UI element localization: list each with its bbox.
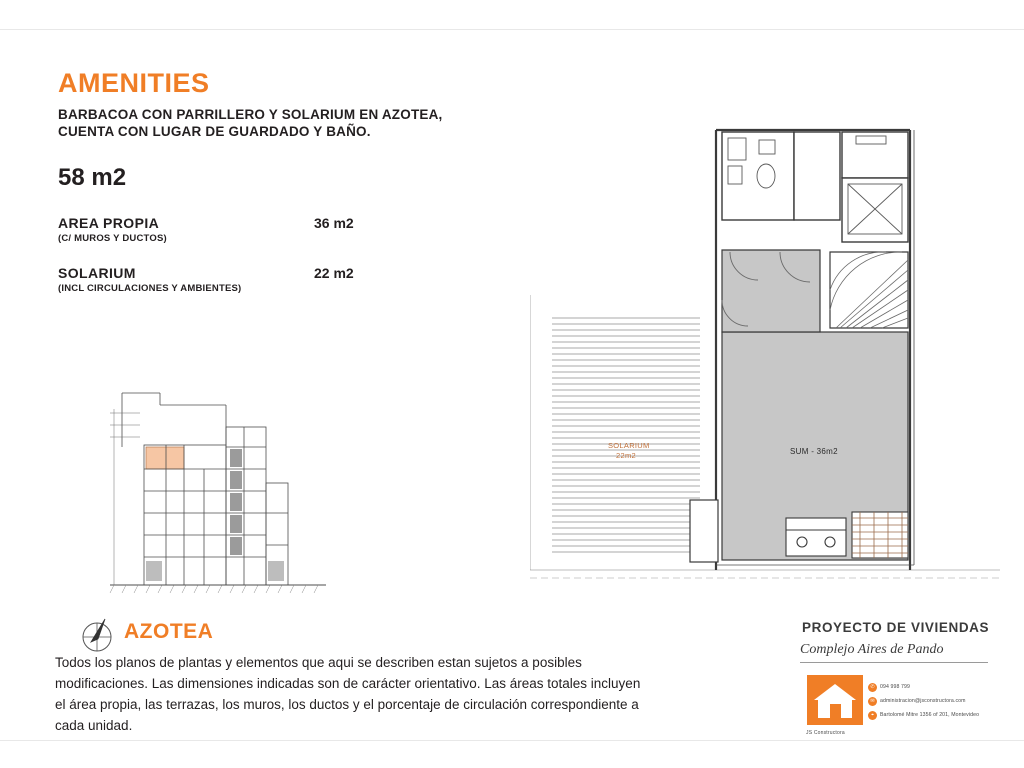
plan-sheet bbox=[0, 29, 1024, 741]
plan-solarium-label: SOLARIUM bbox=[608, 441, 650, 450]
phone-icon: ✆ bbox=[868, 683, 877, 692]
project-title: PROYECTO DE VIVIENDAS bbox=[802, 620, 990, 635]
page-subtitle-line-1: BARBACOA CON PARRILLERO Y SOLARIUM EN AZOTEA, bbox=[58, 107, 443, 122]
page-subtitle bbox=[58, 106, 528, 140]
project-name: Complejo Aires de Pando bbox=[800, 642, 944, 657]
north-arrow-icon bbox=[78, 615, 118, 657]
top-margin bbox=[0, 0, 1024, 29]
floor-marker-label: AZOTEA bbox=[124, 620, 214, 643]
disclaimer-text: Todos los planos de plantas y elementos que aqui se describen estan sujetos a posibles modificaciones. Las dimensiones indicadas son de carácter orientativo. Las áreas totales incluyen el área propia, las terrazas, los muros, los ductos y el porcentaje de circulación correspondiente a cada unidad. bbox=[55, 655, 641, 733]
area-row-value-1: 22 m2 bbox=[314, 265, 354, 281]
plan-solarium-area: 22m2 bbox=[616, 451, 636, 460]
contact-email: administracion@jsconstructora.com bbox=[880, 698, 966, 704]
logo-caption: JS Constructora bbox=[806, 730, 845, 736]
contact-phone: 094 998 799 bbox=[880, 684, 910, 690]
building-elevation-drawing bbox=[108, 385, 328, 600]
footer-divider bbox=[800, 662, 988, 663]
page-subtitle-line-2: CUENTA CON LUGAR DE GUARDADO Y BAÑO. bbox=[58, 124, 371, 139]
area-row-note-0: (C/ MUROS Y DUCTOS) bbox=[58, 233, 167, 244]
area-row-label-1: SOLARIUM bbox=[58, 265, 136, 281]
mail-icon: ✉ bbox=[868, 697, 877, 706]
area-row-value-0: 36 m2 bbox=[314, 215, 354, 231]
page-title: AMENITIES bbox=[58, 68, 210, 98]
contact-address: Bartolomé Mitre 1356 of 201, Montevideo bbox=[880, 712, 980, 718]
pin-icon: ⌖ bbox=[868, 711, 877, 720]
plan-sum-label: SUM - 36m2 bbox=[790, 447, 838, 456]
area-row-note-1: (INCL CIRCULACIONES Y AMBIENTES) bbox=[58, 283, 242, 294]
company-logo-icon bbox=[806, 674, 864, 726]
floor-plan-drawing bbox=[530, 100, 1000, 600]
area-row-label-0: AREA PROPIA bbox=[58, 215, 160, 231]
total-area-value: 58 m2 bbox=[58, 164, 127, 191]
